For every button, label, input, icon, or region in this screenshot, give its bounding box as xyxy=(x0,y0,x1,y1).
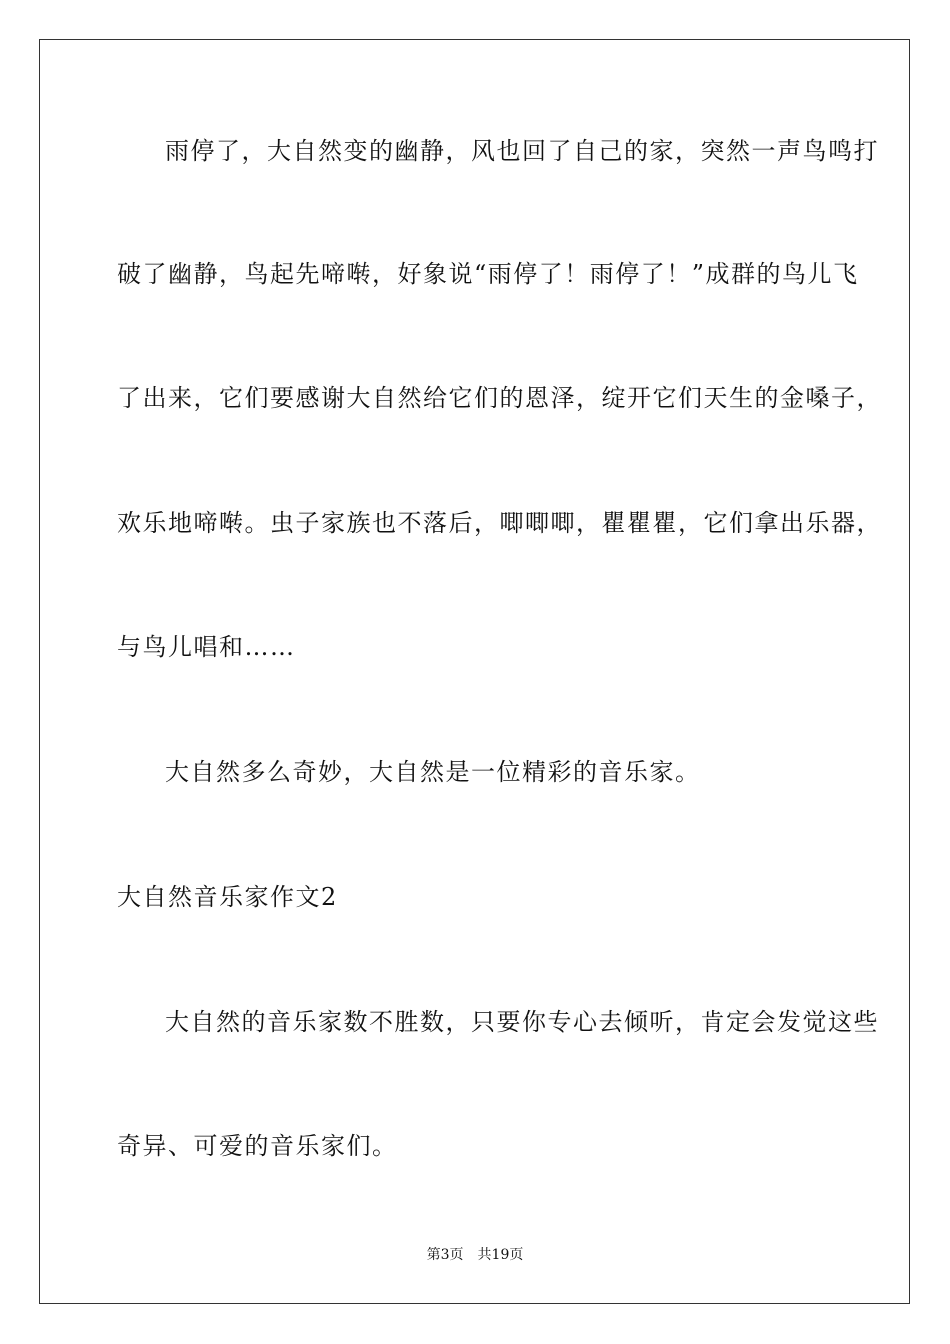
total-page-count: 共19页 xyxy=(477,1247,524,1263)
paragraph-2-line-1: 大自然多么奇妙，大自然是一位精彩的音乐家。 xyxy=(165,758,701,786)
paragraph-3-line-2: 奇异、可爱的音乐家们。 xyxy=(117,1132,398,1160)
paragraph-1-line-4: 欢乐地啼啭。虫子家族也不落后，唧唧唧，瞿瞿瞿，它们拿出乐器， xyxy=(117,509,882,537)
current-page-number: 第3页 xyxy=(426,1247,464,1263)
section-heading: 大自然音乐家作文2 xyxy=(117,883,338,911)
paragraph-1-line-5: 与鸟儿唱和…… xyxy=(117,633,296,661)
paragraph-1-line-1: 雨停了，大自然变的幽静，风也回了自己的家，突然一声鸟鸣打 xyxy=(165,137,879,165)
paragraph-1-line-3: 了出来，它们要感谢大自然给它们的恩泽，绽开它们天生的金嗓子， xyxy=(117,384,882,412)
paragraph-1-line-2: 破了幽静，鸟起先啼啭，好象说“雨停了！雨停了！”成群的鸟儿飞 xyxy=(117,260,859,288)
page-border xyxy=(39,39,910,1304)
paragraph-3-line-1: 大自然的音乐家数不胜数，只要你专心去倾听，肯定会发觉这些 xyxy=(165,1008,879,1036)
page-footer xyxy=(0,1246,950,1264)
